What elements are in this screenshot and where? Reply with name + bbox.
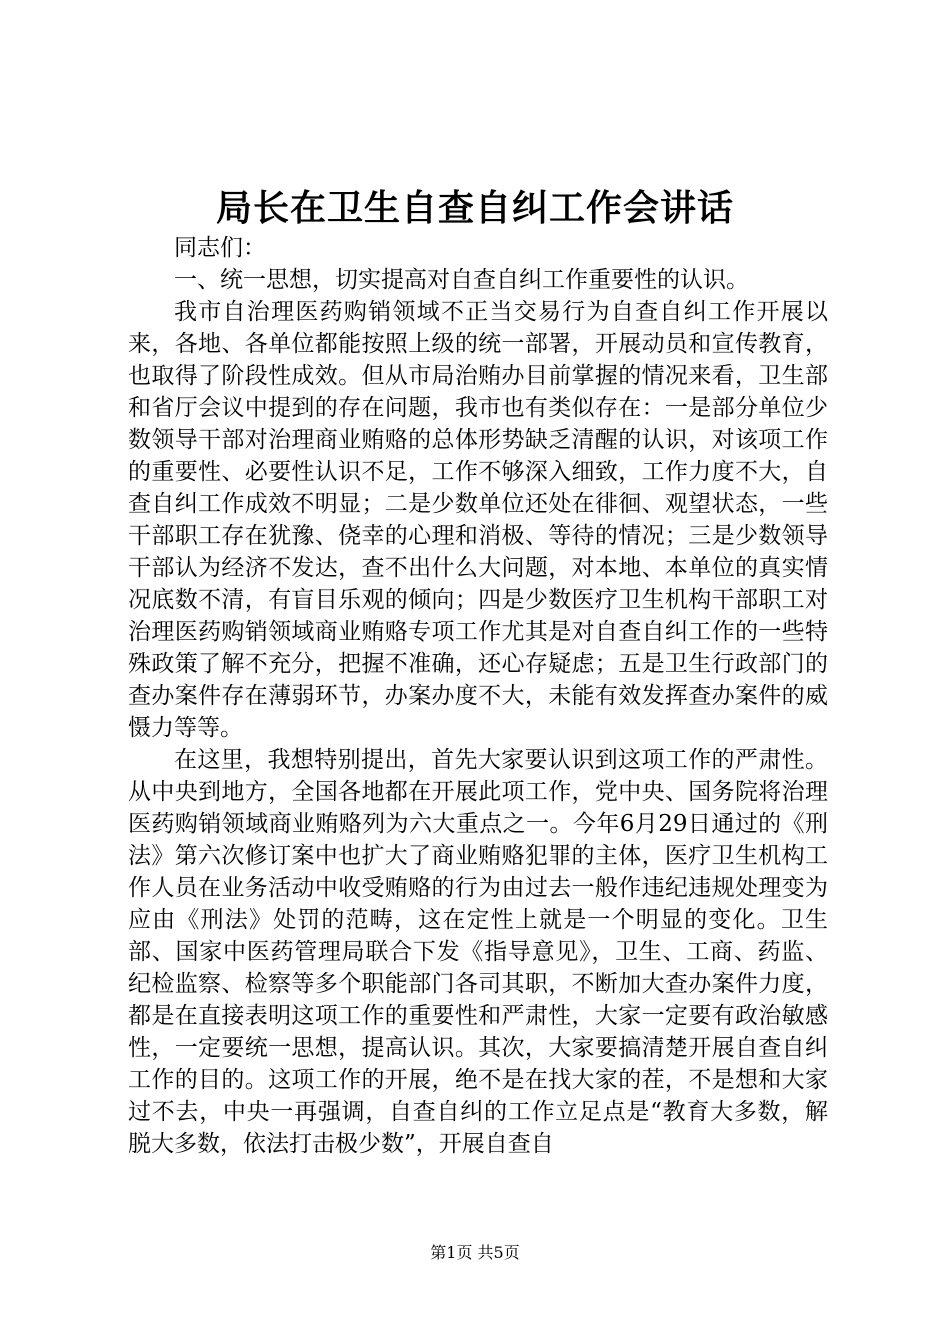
page-number: 第1页 共5页 [430,1243,520,1262]
paragraph: 在这里，我想特别提出，首先大家要认识到这项工作的严肃性。从中央到地方，全国各地都在开展此项工作，党中央、国务院将治理医药购销领域商业贿赂列为六大重点之一。今年6月29日通过的《刑法》第六次修订案中也扩大了商业贿赂犯罪的主体，医疗卫生机构工作人员在业务活动中收受贿赂的行为由过去一般作违纪违规处理变为应由《刑法》处罚的范畴，这在定性上就是一个明显的变化。卫生部、国家中医药管理局联合下发《指导意见》，卫生、工商、药监、纪检监察、检察等多个职能部门各司其职，不断加大查办案件力度，都是在直接表明这项工作的重要性和严肃性，大家一定要有政治敏感性，一定要统一思想，提高认识。其次，大家要搞清楚开展自查自纠工作的目的。这项工作的开展，绝不是在找大家的茬，不是想和大家过不去，中央一再强调，自查自纠的工作立足点是“教育大多数，解脱大多数，依法打击极少数”，开展自查自 [128,747,828,1157]
section-heading: 一、统一思想，切实提高对自查自纠工作重要性的认识。 [174,267,749,293]
page-title: 局长在卫生自查自纠工作会讲话 [215,187,734,229]
document-body [128,232,828,1160]
greeting: 同志们： [174,235,266,261]
paragraph: 我市自治理医药购销领域不正当交易行为自查自纠工作开展以来，各地、各单位都能按照上级的统一部署，开展动员和宣传教育，也取得了阶段性成效。但从市局治贿办目前掌握的情况来看，卫生部和省厅会议中提到的存在问题，我市也有类似存在：一是部分单位少数领导干部对治理商业贿赂的总体形势缺乏清醒的认识，对该项工作的重要性、必要性认识不足，工作不够深入细致，工作力度不大，自查自纠工作成效不明显；二是少数单位还处在徘徊、观望状态，一些干部职工存在犹豫、侥幸的心理和消极、等待的情况；三是少数领导干部认为经济不发达，查不出什么大问题，对本地、本单位的真实情况底数不清，有盲目乐观的倾向；四是少数医疗卫生机构干部职工对治理医药购销领域商业贿赂专项工作尤其是对自查自纠工作的一些特殊政策了解不充分，把握不准确，还心存疑虑；五是卫生行政部门的查办案件存在薄弱环节，办案办度不大，未能有效发挥查办案件的威慑力等等。 [128,299,828,741]
